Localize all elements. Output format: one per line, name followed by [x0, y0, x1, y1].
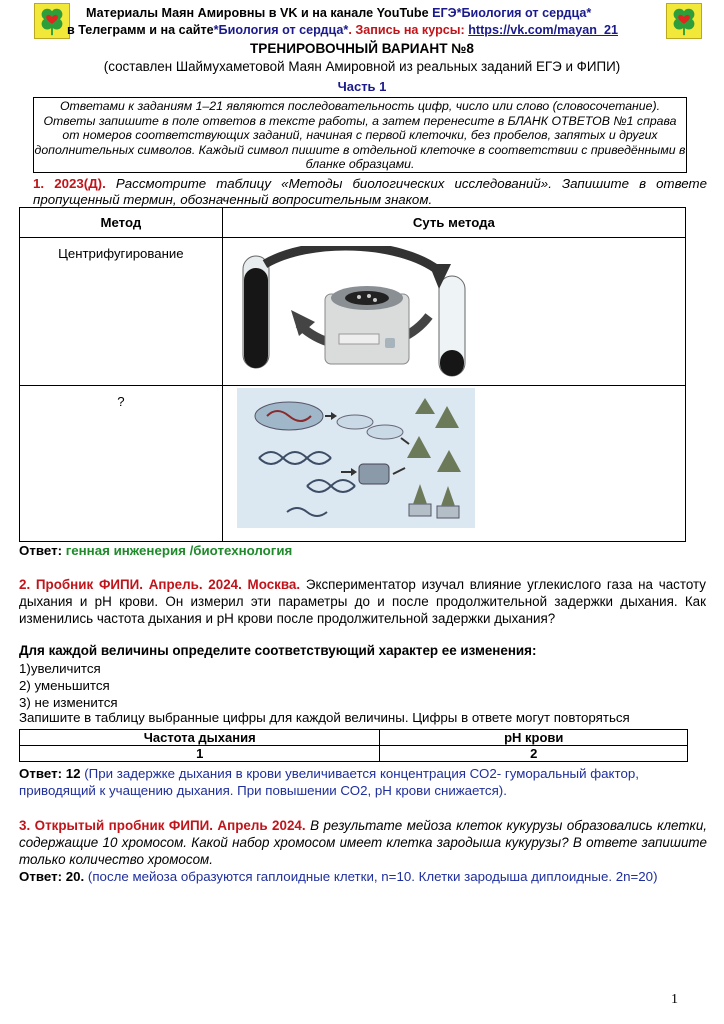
option-1: 1)увеличится — [19, 661, 101, 676]
task2-answer: Ответ: 12 (При задержке дыхания в крови увеличивается концентрация СО2- гуморальный фактор, приводящий к учащению дыхания. При повышении СО2, рН крови снижается). — [19, 766, 639, 798]
method-cell-centrifugation: Центрифугирование — [20, 238, 223, 386]
page-subtitle: (составлен Шаймухаметовой Маян Амировной из реальных заданий ЕГЭ и ФИПИ) — [103, 59, 621, 74]
value-blood-ph: 2 — [380, 746, 688, 762]
option-3: 3) не изменится — [19, 695, 118, 710]
task2-instruction: Для каждой величины определите соответствующий характер ее изменения: — [19, 643, 537, 658]
task2-question: 2. Пробник ФИПИ. Апрель. 2024. Москва. Экспериментатор изучал влияние углекислого газа на частоту дыхания и pH крови. Он измерил эти параметры до и после продолжительной задержки дыхания. Как изменились частота дыхания и pH крови после продолжительной задержки дыхания? — [19, 577, 706, 626]
heart-clover-logo-icon — [34, 3, 70, 39]
header-blood-ph: pH крови — [380, 730, 688, 746]
value-breathing-rate: 1 — [20, 746, 380, 762]
header-line-2: в Телеграмм и на сайте*Биология от сердца*. Запись на курсы: https://vk.com/mayan_21 — [67, 23, 619, 37]
task3-answer: Ответ: 20. (после мейоза образуются гаплоидные клетки, n=10. Клетки зародыша диплоидные. 2n=20) — [19, 869, 658, 884]
header-line-1: Материалы Маян Амировны в VK и на канале YouTube ЕГЭ*Биология от сердца* — [86, 6, 592, 20]
task1-question: 1. 2023(Д). Рассмотрите таблицу «Методы биологических исследований». Запишите в ответе пропущенный термин, обозначенный вопросительным знаком. — [33, 176, 707, 207]
option-2: 2) уменьшится — [19, 678, 110, 693]
instructions-box: Ответами к заданиям 1–21 являются последовательность цифр, число или слово (словосочетание). Ответы запишите в поле ответов в тексте работы, а затем перенесите в БЛАНК ОТВЕТОВ №1 справа от номеров соответствующих заданий, начиная с первой клеточки, без пробелов, запятых и других дополнительных символов. Каждый символ пишите в отдельной клеточке в соответствии с приведёнными в бланке образцами. — [34, 99, 686, 171]
genetic-engineering-illustration — [237, 388, 475, 528]
header-breathing-rate: Частота дыхания — [20, 730, 380, 746]
table-header-essence: Суть метода — [222, 208, 685, 238]
centrifuge-illustration — [239, 246, 479, 378]
page-title: ТРЕНИРОВОЧНЫЙ ВАРИАНТ №8 — [250, 41, 474, 56]
methods-table — [19, 207, 686, 542]
task2-options — [19, 660, 118, 711]
page-number: 1 — [671, 992, 678, 1007]
task3-question: 3. Открытый пробник ФИПИ. Апрель 2024. В результате мейоза клеток кукурузы образовались клетки, содержащие 10 хромосом. Какой набор хромосом имеет клетка зародыша кукурузы? В ответе запишите только количество хромосом. — [19, 818, 707, 867]
method-cell-unknown: ? — [20, 386, 223, 542]
essence-cell-genetic-engineering — [222, 386, 685, 542]
table-header-method: Метод — [20, 208, 223, 238]
heart-clover-logo-icon — [666, 3, 702, 39]
essence-cell-centrifugation — [222, 238, 685, 386]
task2-fill-note: Запишите в таблицу выбранные цифры для каждой величины. Цифры в ответе могут повторяться — [19, 710, 630, 725]
part-heading: Часть 1 — [337, 79, 387, 94]
task1-answer: Ответ: генная инженерия /биотехнология — [19, 543, 293, 558]
answer-table — [19, 729, 688, 762]
vk-course-link[interactable]: https://vk.com/mayan_21 — [468, 23, 619, 37]
